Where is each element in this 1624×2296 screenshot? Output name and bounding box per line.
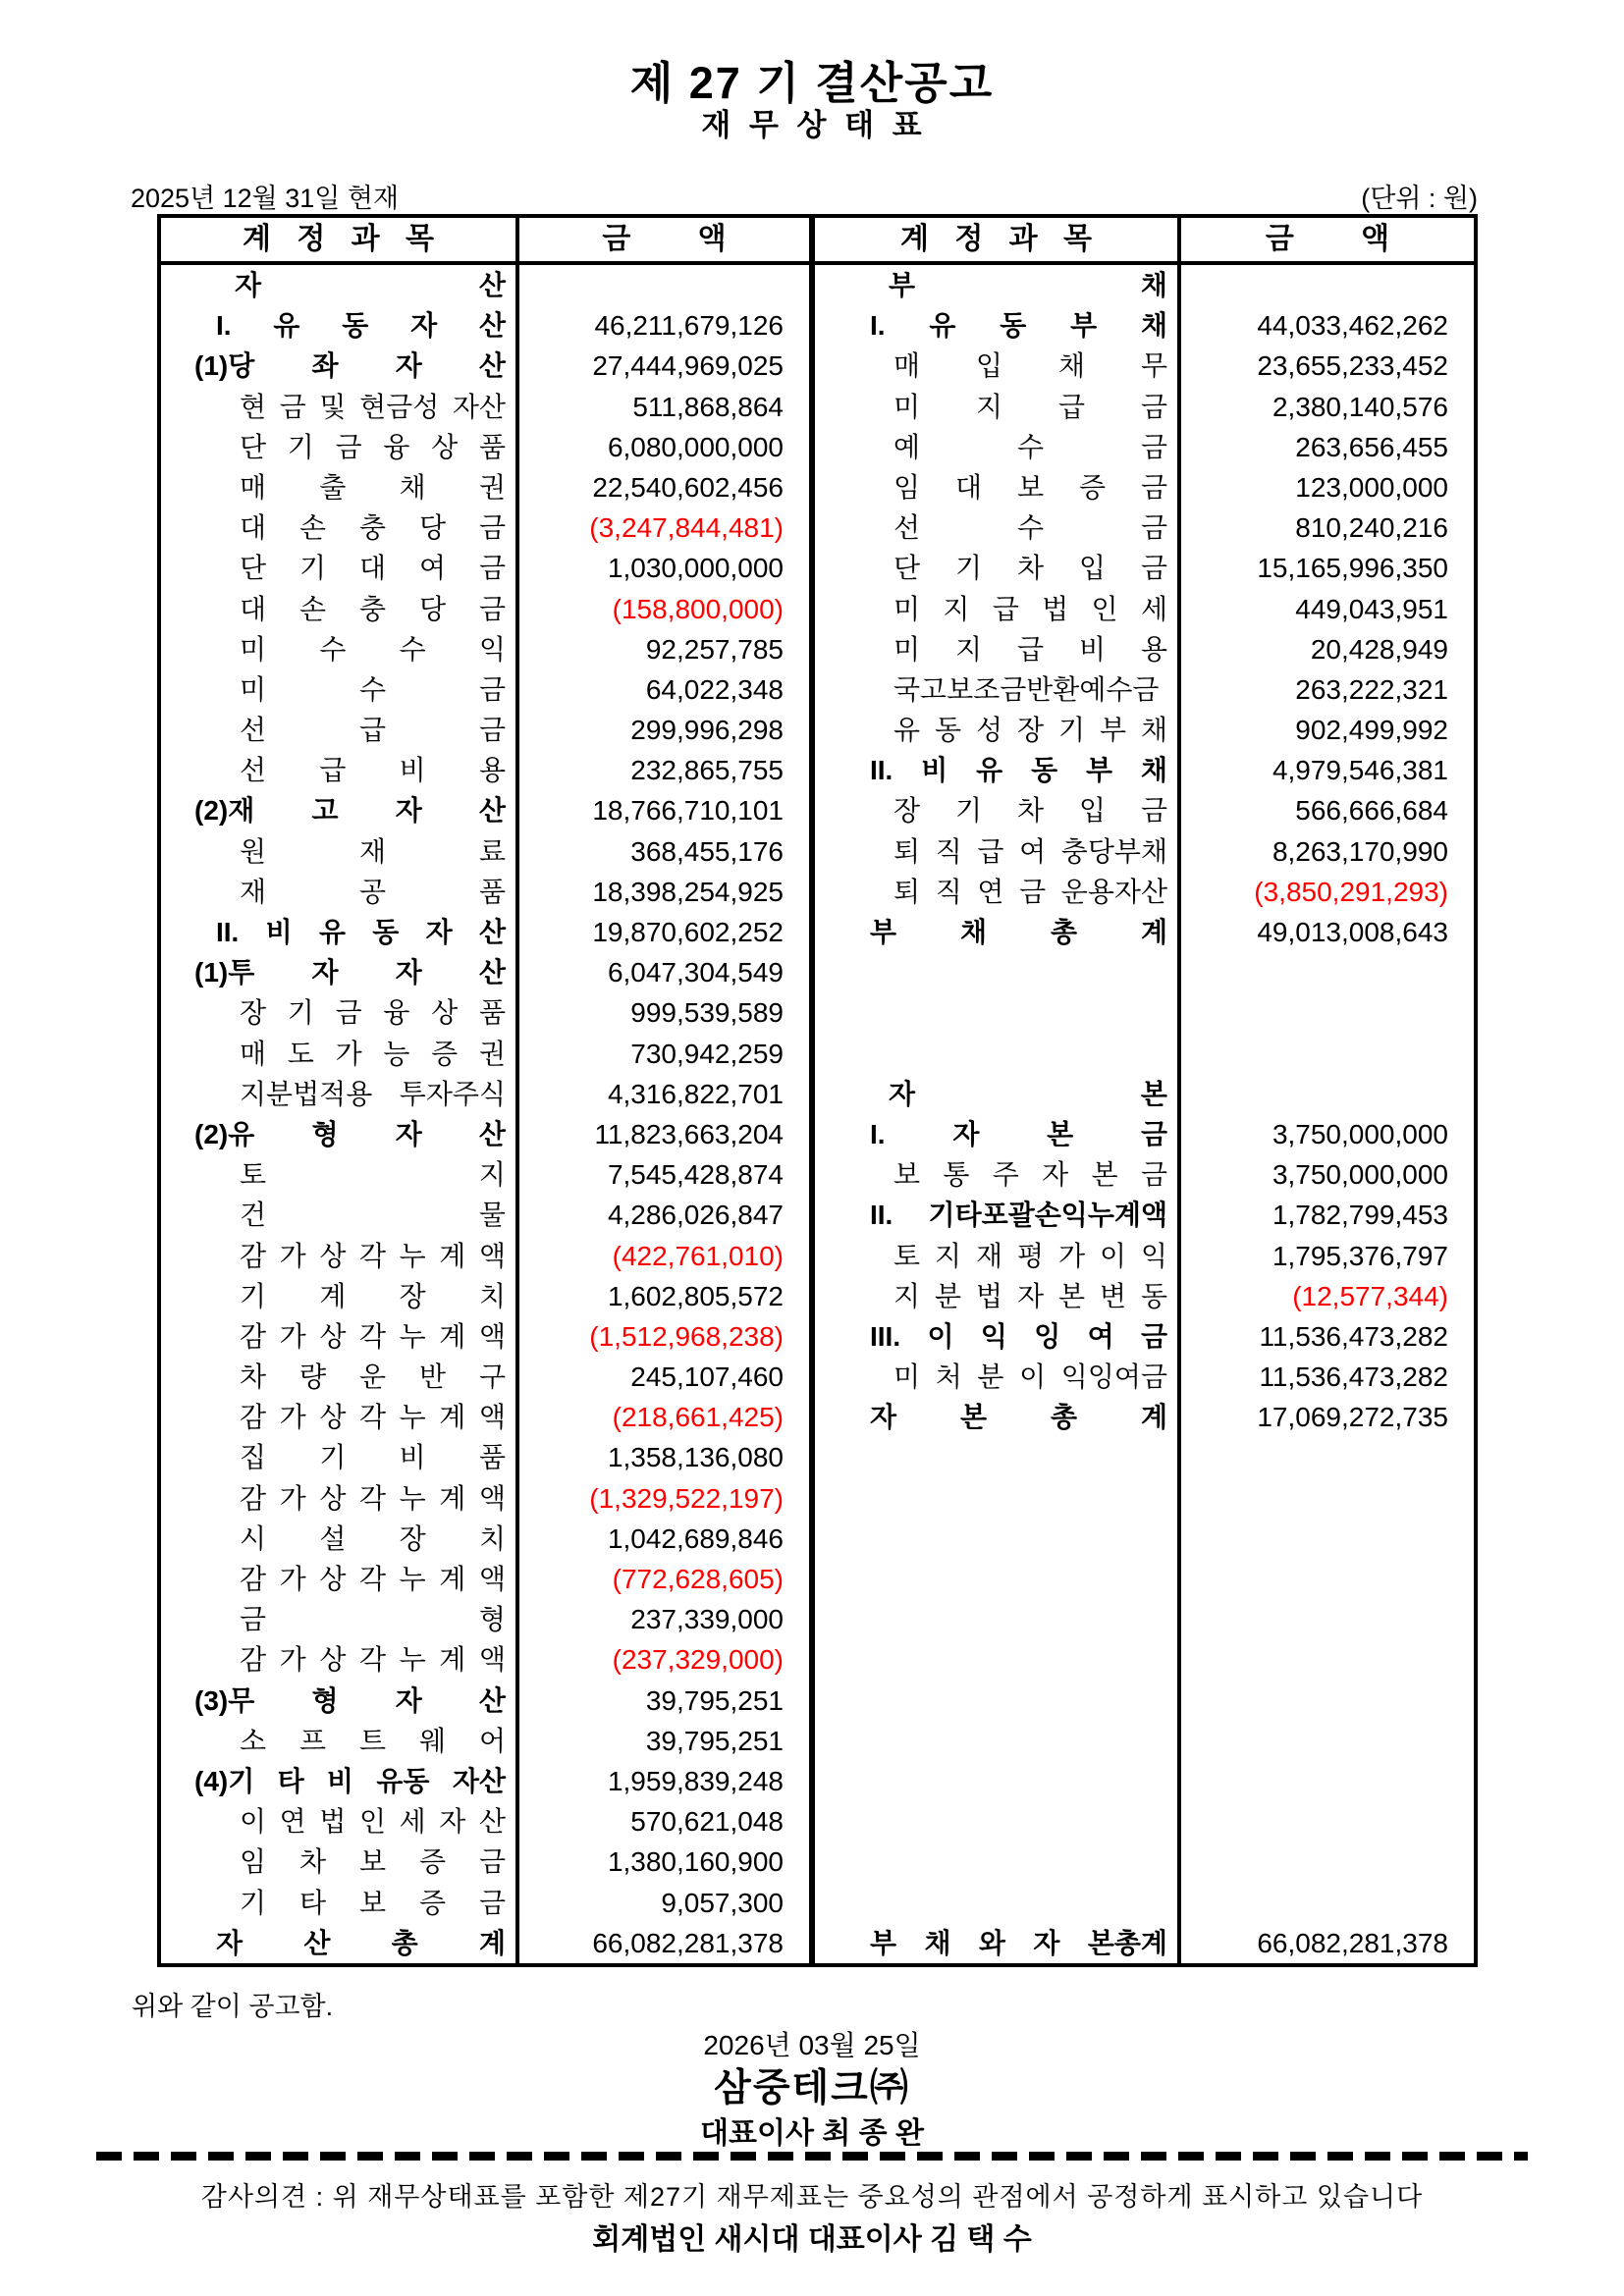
table-row [161, 1397, 1474, 1437]
amount-cell: 11,536,473,282 [1259, 1362, 1448, 1393]
account-cell: 차 량 운 반 구 [161, 1357, 519, 1397]
account-cell [815, 1519, 1181, 1559]
amount-cell: (422,761,010) [519, 1236, 815, 1276]
amount-cell: 92,257,785 [519, 629, 815, 669]
amount-cell: 263,656,455 [1295, 431, 1448, 462]
table-row [161, 507, 1474, 548]
table-row [161, 1316, 1474, 1357]
account-cell: 대 손 충 당 금 [161, 507, 519, 548]
amount-cell: 810,240,216 [1295, 512, 1448, 544]
account-cell [815, 1559, 1181, 1599]
account-cell [815, 1883, 1181, 1923]
table-row [161, 872, 1474, 912]
amount-cell: 1,782,799,453 [1272, 1200, 1448, 1231]
account-cell: III. 이 익 잉 여 금 [815, 1316, 1181, 1357]
account-cell: 임 차 보 증 금 [161, 1842, 519, 1882]
amount-cell [1181, 1681, 1474, 1721]
table-row [161, 750, 1474, 790]
amount-cell: 3,750,000,000 [1272, 1118, 1448, 1149]
account-cell: 자 본 총 계 [815, 1397, 1181, 1437]
amount-cell: 4,316,822,701 [519, 1074, 815, 1114]
table-row [161, 387, 1474, 427]
amount-cell [519, 265, 815, 305]
ceo-line: 대표이사 최 종 완 [700, 2117, 924, 2150]
amount-cell: 1,380,160,900 [519, 1842, 815, 1882]
amount-cell: 1,602,805,572 [519, 1276, 815, 1316]
account-cell: 소 프 트 웨 어 [161, 1721, 519, 1761]
table-row [161, 1639, 1474, 1680]
amount-cell [1181, 1437, 1474, 1477]
account-cell: II. 비 유 동 부 채 [815, 750, 1181, 790]
amount-cell: 6,047,304,549 [519, 952, 815, 992]
amount-cell [1181, 952, 1474, 992]
table-row [161, 467, 1474, 507]
account-cell: II. 비 유 동 자 산 [161, 912, 519, 952]
amount-cell: 15,165,996,350 [1257, 553, 1448, 584]
account-cell: 기 타 보 증 금 [161, 1883, 519, 1923]
company-name: 삼중테크㈜ [714, 2067, 910, 2109]
account-cell [815, 1437, 1181, 1477]
table-header-row [161, 218, 1474, 265]
table-row [161, 548, 1474, 588]
table-row [161, 1681, 1474, 1721]
account-cell: 단 기 대 여 금 [161, 548, 519, 588]
amount-cell: 1,030,000,000 [519, 548, 815, 588]
amount-cell: 17,069,272,735 [1257, 1402, 1448, 1433]
account-cell: 지분법적용 투자주식 [161, 1074, 519, 1114]
table-row [161, 305, 1474, 346]
account-cell: 임 대 보 증 금 [815, 467, 1181, 507]
amount-cell: (3,850,291,293) [1254, 876, 1448, 907]
table-row [161, 265, 1474, 305]
announcement-date: 2026년 03월 25일 [703, 2030, 921, 2060]
account-cell [815, 1681, 1181, 1721]
table-row [161, 1437, 1474, 1477]
amount-cell [1181, 1519, 1474, 1559]
amount-cell: 368,455,176 [519, 831, 815, 872]
account-cell: 선 급 비 용 [161, 750, 519, 790]
amount-cell [1181, 1599, 1474, 1639]
account-cell: 시 설 장 치 [161, 1519, 519, 1559]
account-cell: 미 수 금 [161, 669, 519, 710]
account-cell: 이 연 법 인 세 자 산 [161, 1801, 519, 1842]
account-cell: I. 유 동 부 채 [815, 305, 1181, 346]
table-row [161, 1801, 1474, 1842]
account-cell [815, 952, 1181, 992]
amount-cell: 245,107,460 [519, 1357, 815, 1397]
account-cell: 미 처 분 이 익잉여금 [815, 1357, 1181, 1397]
amount-cell: 6,080,000,000 [519, 427, 815, 467]
amount-cell: 49,013,008,643 [1257, 917, 1448, 947]
table-row [161, 1883, 1474, 1923]
amount-cell: 237,339,000 [519, 1599, 815, 1639]
amount-cell: 566,666,684 [1295, 795, 1448, 827]
account-cell: 보 통 주 자 본 금 [815, 1154, 1181, 1195]
amount-cell: 3,750,000,000 [1272, 1159, 1448, 1191]
amount-cell: 18,398,254,925 [519, 872, 815, 912]
amount-cell [1181, 1761, 1474, 1801]
table-row [161, 669, 1474, 710]
amount-cell: 44,033,462,262 [1257, 310, 1448, 342]
account-cell: 금 형 [161, 1599, 519, 1639]
account-cell: 미 지 급 비 용 [815, 629, 1181, 669]
amount-cell [1181, 1842, 1474, 1882]
account-cell: 감 가 상 각 누 계 액 [161, 1639, 519, 1680]
table-row [161, 346, 1474, 386]
amount-cell: 39,795,251 [519, 1721, 815, 1761]
account-cell [815, 1599, 1181, 1639]
account-cell: 감 가 상 각 누 계 액 [161, 1478, 519, 1519]
account-cell: 선 급 금 [161, 710, 519, 750]
account-cell: 감 가 상 각 누 계 액 [161, 1316, 519, 1357]
as-of-date: 2025년 12월 31일 현재 [131, 184, 400, 213]
amount-cell: 7,545,428,874 [519, 1154, 815, 1195]
amount-cell: 27,444,969,025 [519, 346, 815, 386]
auditor-line: 회계법인 새시대 대표이사 김 택 수 [592, 2223, 1032, 2256]
amount-cell: 1,042,689,846 [519, 1519, 815, 1559]
table-row [161, 1357, 1474, 1397]
amount-cell: 66,082,281,378 [519, 1923, 815, 1963]
notice-text: 위와 같이 공고함. [132, 1992, 334, 2021]
amount-cell: (218,661,425) [519, 1397, 815, 1437]
amount-cell: 1,358,136,080 [519, 1437, 815, 1477]
amount-cell: 66,082,281,378 [1257, 1927, 1448, 1958]
amount-cell: 8,263,170,990 [1272, 835, 1448, 867]
account-cell: 장 기 금 융 상 품 [161, 992, 519, 1033]
table-row [161, 952, 1474, 992]
amount-cell: 11,823,663,204 [519, 1114, 815, 1154]
table-row [161, 1519, 1474, 1559]
account-cell [815, 1801, 1181, 1842]
amount-cell: (1,329,522,197) [519, 1478, 815, 1519]
account-cell: 미 수 수 익 [161, 629, 519, 669]
amount-cell: 730,942,259 [519, 1034, 815, 1074]
account-header-left: 계 정 과 목 [161, 218, 519, 261]
account-cell: (1)투 자 자 산 [161, 952, 519, 992]
account-cell: 퇴 직 연 금 운용자산 [815, 872, 1181, 912]
amount-cell: 511,868,864 [519, 387, 815, 427]
account-cell: (2)재 고 자 산 [161, 790, 519, 830]
table-row [161, 831, 1474, 872]
table-body [161, 265, 1474, 1963]
amount-cell: 263,222,321 [1295, 673, 1448, 705]
amount-cell [1181, 1883, 1474, 1923]
amount-cell: 2,380,140,576 [1272, 391, 1448, 422]
account-cell: 국고보조금반환예수금 [815, 669, 1181, 710]
amount-cell: (12,577,344) [1292, 1280, 1448, 1311]
table-row [161, 427, 1474, 467]
amount-cell: 1,959,839,248 [519, 1761, 815, 1801]
amount-cell: 449,043,951 [1295, 593, 1448, 624]
amount-cell: 902,499,992 [1295, 715, 1448, 746]
account-cell [815, 1761, 1181, 1801]
table-row [161, 1721, 1474, 1761]
account-cell [815, 1721, 1181, 1761]
amount-cell: 11,536,473,282 [1259, 1320, 1448, 1352]
account-cell: 단 기 금 융 상 품 [161, 427, 519, 467]
account-cell [815, 1639, 1181, 1680]
table-row [161, 1074, 1474, 1114]
amount-cell [1181, 1639, 1474, 1680]
account-cell [815, 1478, 1181, 1519]
table-row [161, 912, 1474, 952]
account-cell: 집 기 비 품 [161, 1437, 519, 1477]
amount-cell: 123,000,000 [1295, 471, 1448, 503]
table-row [161, 1034, 1474, 1074]
account-cell: I. 유 동 자 산 [161, 305, 519, 346]
amount-cell: 570,621,048 [519, 1801, 815, 1842]
amount-cell: 232,865,755 [519, 750, 815, 790]
account-cell [815, 1034, 1181, 1074]
amount-cell [1181, 1034, 1474, 1074]
amount-header-right: 금 액 [1265, 223, 1390, 255]
account-cell: 토 지 [161, 1154, 519, 1195]
amount-cell: (3,247,844,481) [519, 507, 815, 548]
amount-cell: (158,800,000) [519, 589, 815, 629]
amount-cell: 299,996,298 [519, 710, 815, 750]
table-row [161, 1923, 1474, 1963]
audit-opinion: 감사의견 : 위 재무상태표를 포함한 제27기 재무제표는 중요성의 관점에서 공정하게 표시하고 있습니다 [200, 2182, 1424, 2212]
amount-cell [1181, 1801, 1474, 1842]
amount-cell [1181, 1721, 1474, 1761]
amount-cell: (237,329,000) [519, 1639, 815, 1680]
amount-cell [1181, 1559, 1474, 1599]
table-row [161, 629, 1474, 669]
table-row [161, 1761, 1474, 1801]
account-cell: II. 기타포괄손익누계액 [815, 1195, 1181, 1235]
table-row [161, 790, 1474, 830]
page-subtitle: 재 무 상 태 표 [701, 108, 923, 142]
account-cell: 선 수 금 [815, 507, 1181, 548]
amount-cell: 39,795,251 [519, 1681, 815, 1721]
account-cell: 퇴 직 급 여 충당부채 [815, 831, 1181, 872]
amount-cell: 18,766,710,101 [519, 790, 815, 830]
amount-cell: (1,512,968,238) [519, 1316, 815, 1357]
account-cell: 현 금 및 현금성 자산 [161, 387, 519, 427]
table-row [161, 710, 1474, 750]
account-cell: 재 공 품 [161, 872, 519, 912]
amount-cell [1181, 1478, 1474, 1519]
account-cell: 부 채 와 자 본총계 [815, 1923, 1181, 1963]
table-row [161, 589, 1474, 629]
account-cell: (1)당 좌 자 산 [161, 346, 519, 386]
table-row [161, 1478, 1474, 1519]
page-title: 제 27 기 결산공고 [629, 58, 995, 108]
account-cell: 매 출 채 권 [161, 467, 519, 507]
amount-cell: 4,286,026,847 [519, 1195, 815, 1235]
table-row [161, 1154, 1474, 1195]
amount-header-left: 금 액 [519, 218, 815, 261]
account-cell: 장 기 차 입 금 [815, 790, 1181, 830]
amount-cell: 9,057,300 [519, 1883, 815, 1923]
account-cell: 매 도 가 능 증 권 [161, 1034, 519, 1074]
account-cell: 부 채 [815, 265, 1181, 305]
table-row [161, 992, 1474, 1033]
balance-sheet-table [157, 214, 1478, 1967]
account-cell: 유 동 성 장 기 부 채 [815, 710, 1181, 750]
amount-cell [1181, 265, 1474, 305]
account-cell [815, 1842, 1181, 1882]
account-cell: 건 물 [161, 1195, 519, 1235]
amount-cell [1181, 1074, 1474, 1114]
table-row [161, 1236, 1474, 1276]
account-cell: 자 산 [161, 265, 519, 305]
amount-cell: 1,795,376,797 [1272, 1240, 1448, 1271]
amount-cell: 46,211,679,126 [519, 305, 815, 346]
account-cell: 매 입 채 무 [815, 346, 1181, 386]
amount-cell: 22,540,602,456 [519, 467, 815, 507]
amount-cell: 64,022,348 [519, 669, 815, 710]
table-row [161, 1195, 1474, 1235]
amount-cell [1181, 992, 1474, 1033]
account-cell: 자 본 [815, 1074, 1181, 1114]
table-row [161, 1559, 1474, 1599]
amount-cell: 20,428,949 [1310, 633, 1448, 665]
account-cell: 감 가 상 각 누 계 액 [161, 1559, 519, 1599]
account-cell [815, 992, 1181, 1033]
amount-cell: 999,539,589 [519, 992, 815, 1033]
dashed-separator-line [96, 2152, 1528, 2161]
amount-cell: 23,655,233,452 [1257, 350, 1448, 382]
table-row [161, 1114, 1474, 1154]
amount-cell: 4,979,546,381 [1272, 755, 1448, 786]
table-row [161, 1842, 1474, 1882]
meta-row [131, 177, 1478, 215]
account-cell: 예 수 금 [815, 427, 1181, 467]
table-row [161, 1599, 1474, 1639]
account-cell: 원 재 료 [161, 831, 519, 872]
account-cell: 감 가 상 각 누 계 액 [161, 1236, 519, 1276]
account-cell: 미 지 급 법 인 세 [815, 589, 1181, 629]
table-row [161, 1276, 1474, 1316]
account-header-right: 계 정 과 목 [815, 218, 1181, 261]
unit-label: (단위 : 원) [1361, 184, 1478, 213]
account-cell: (2)유 형 자 산 [161, 1114, 519, 1154]
account-cell: 감 가 상 각 누 계 액 [161, 1397, 519, 1437]
amount-cell: 19,870,602,252 [519, 912, 815, 952]
amount-cell: (772,628,605) [519, 1559, 815, 1599]
account-cell: 기 계 장 치 [161, 1276, 519, 1316]
account-cell: 미 지 급 금 [815, 387, 1181, 427]
account-cell: 토 지 재 평 가 이 익 [815, 1236, 1181, 1276]
account-cell: (3)무 형 자 산 [161, 1681, 519, 1721]
account-cell: (4)기 타 비 유동 자산 [161, 1761, 519, 1801]
account-cell: 부 채 총 계 [815, 912, 1181, 952]
account-cell: 지 분 법 자 본 변 동 [815, 1276, 1181, 1316]
account-cell: 대 손 충 당 금 [161, 589, 519, 629]
account-cell: 자 산 총 계 [161, 1923, 519, 1963]
account-cell: I. 자 본 금 [815, 1114, 1181, 1154]
account-cell: 단 기 차 입 금 [815, 548, 1181, 588]
